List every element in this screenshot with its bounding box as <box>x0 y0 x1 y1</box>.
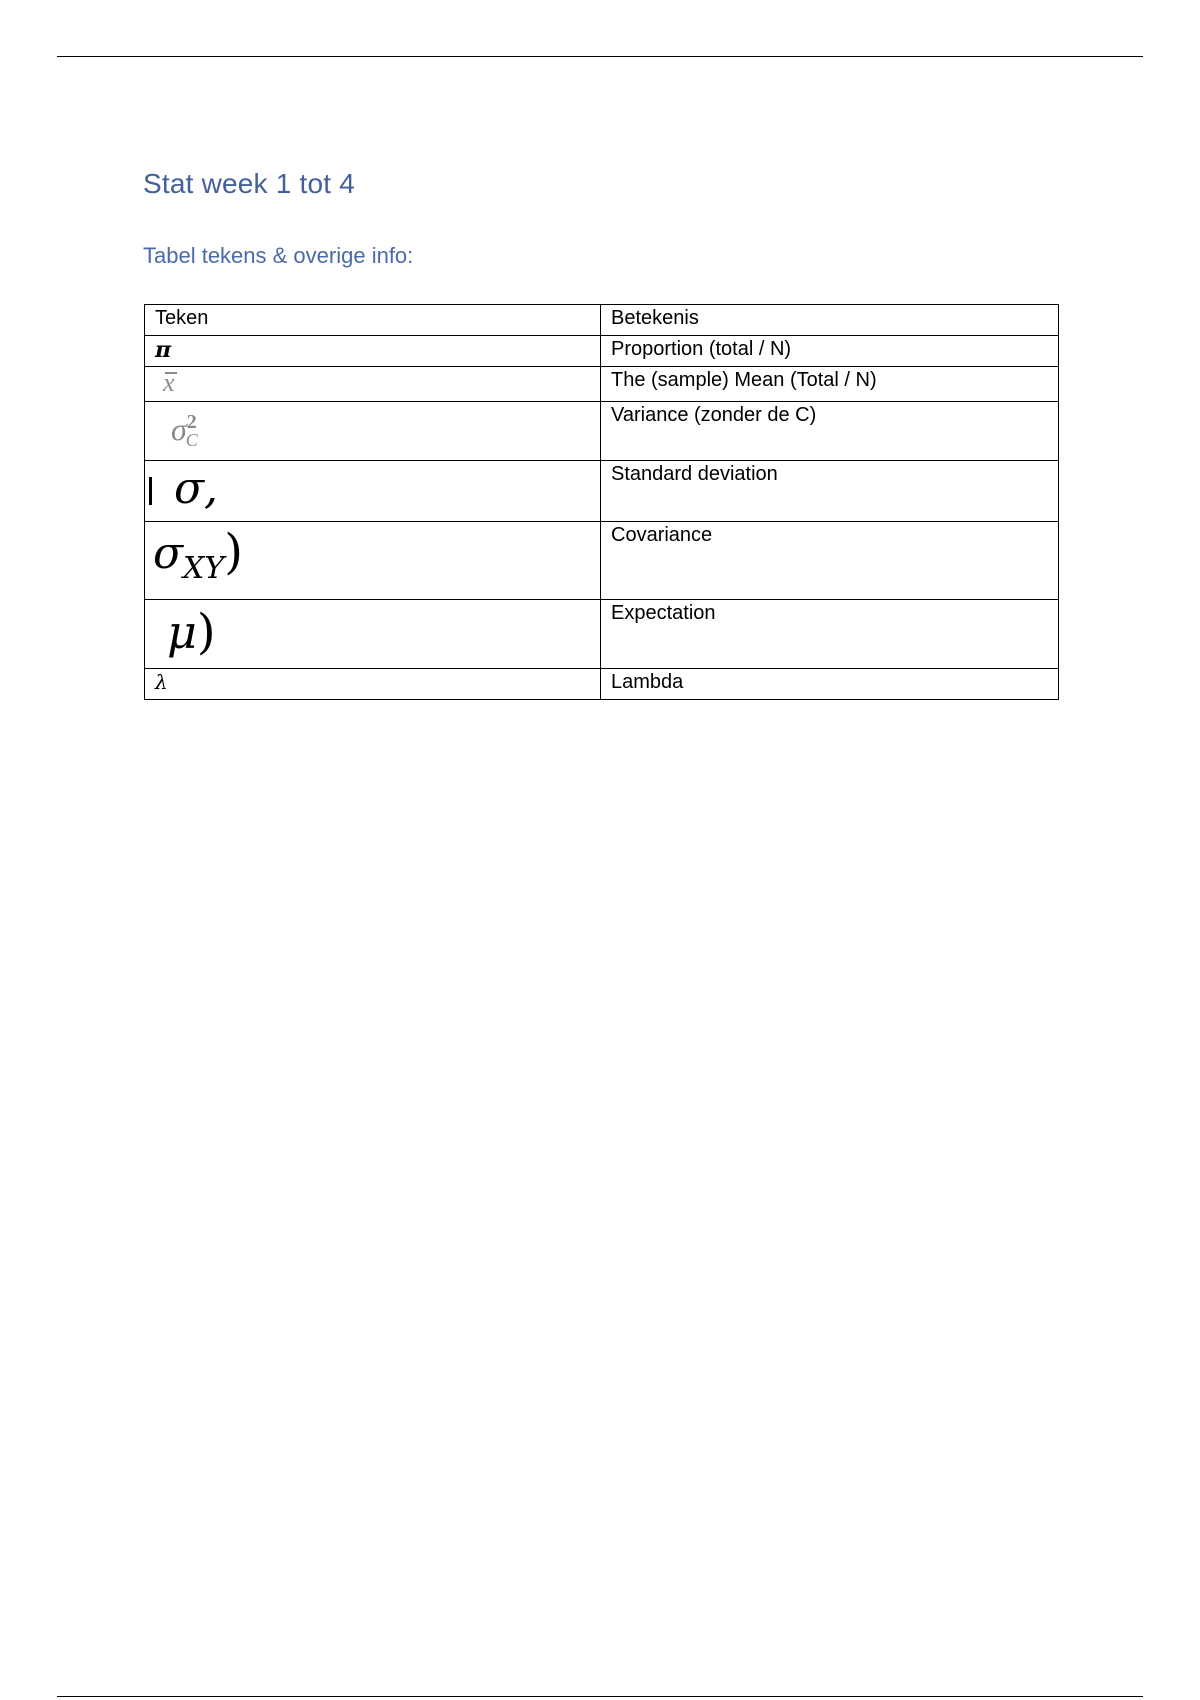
symbol-cell <box>145 367 601 402</box>
variance-symbol <box>155 402 198 460</box>
covariance-subscript: XY <box>183 551 225 586</box>
expectation-symbol <box>155 600 216 664</box>
overbar <box>165 372 177 374</box>
mu-letter: μ <box>167 605 197 659</box>
covariance-symbol <box>153 522 243 599</box>
cropped-edge-mark <box>149 477 152 505</box>
std-dev-symbol: σ, <box>174 463 219 514</box>
meaning-cell: Variance (zonder de C) <box>601 402 1059 461</box>
sigma-letter: σ <box>171 411 187 447</box>
meaning-cell: Lambda <box>601 669 1059 700</box>
footer-rule <box>57 1696 1143 1697</box>
lambda-symbol: λ <box>155 670 168 694</box>
meaning-cell: The (sample) Mean (Total / N) <box>601 367 1059 402</box>
symbol-cell <box>145 669 601 700</box>
document-subtitle: Tabel tekens & overige info: <box>143 243 414 268</box>
x-letter: x <box>163 368 175 397</box>
pi-symbol: π <box>155 337 172 363</box>
header-teken: Teken <box>145 305 601 336</box>
table-row <box>145 402 1059 461</box>
document-title: Stat week 1 tot 4 <box>143 168 355 199</box>
closing-paren: ) <box>196 604 216 660</box>
variance-subscript: C <box>185 430 198 450</box>
symbols-table <box>144 304 1059 700</box>
table-row <box>145 461 1059 522</box>
meaning-cell: Proportion (total / N) <box>601 336 1059 367</box>
symbol-cell <box>145 600 601 669</box>
meaning-cell: Expectation <box>601 600 1059 669</box>
sample-mean-symbol <box>155 367 175 399</box>
symbol-cell <box>145 336 601 367</box>
table-row <box>145 522 1059 600</box>
variance-exponent: 2 <box>186 411 197 433</box>
header-rule <box>57 56 1143 57</box>
sigma-letter: σ <box>153 528 184 579</box>
symbol-cell <box>145 402 601 461</box>
table-header-row <box>145 305 1059 336</box>
symbol-cell <box>145 461 601 522</box>
table-row <box>145 336 1059 367</box>
meaning-cell: Covariance <box>601 522 1059 600</box>
table-row <box>145 669 1059 700</box>
table-row <box>145 600 1059 669</box>
closing-paren: ) <box>224 524 243 580</box>
meaning-cell: Standard deviation <box>601 461 1059 522</box>
table-row <box>145 367 1059 402</box>
header-betekenis: Betekenis <box>601 305 1059 336</box>
symbol-cell <box>145 522 601 600</box>
